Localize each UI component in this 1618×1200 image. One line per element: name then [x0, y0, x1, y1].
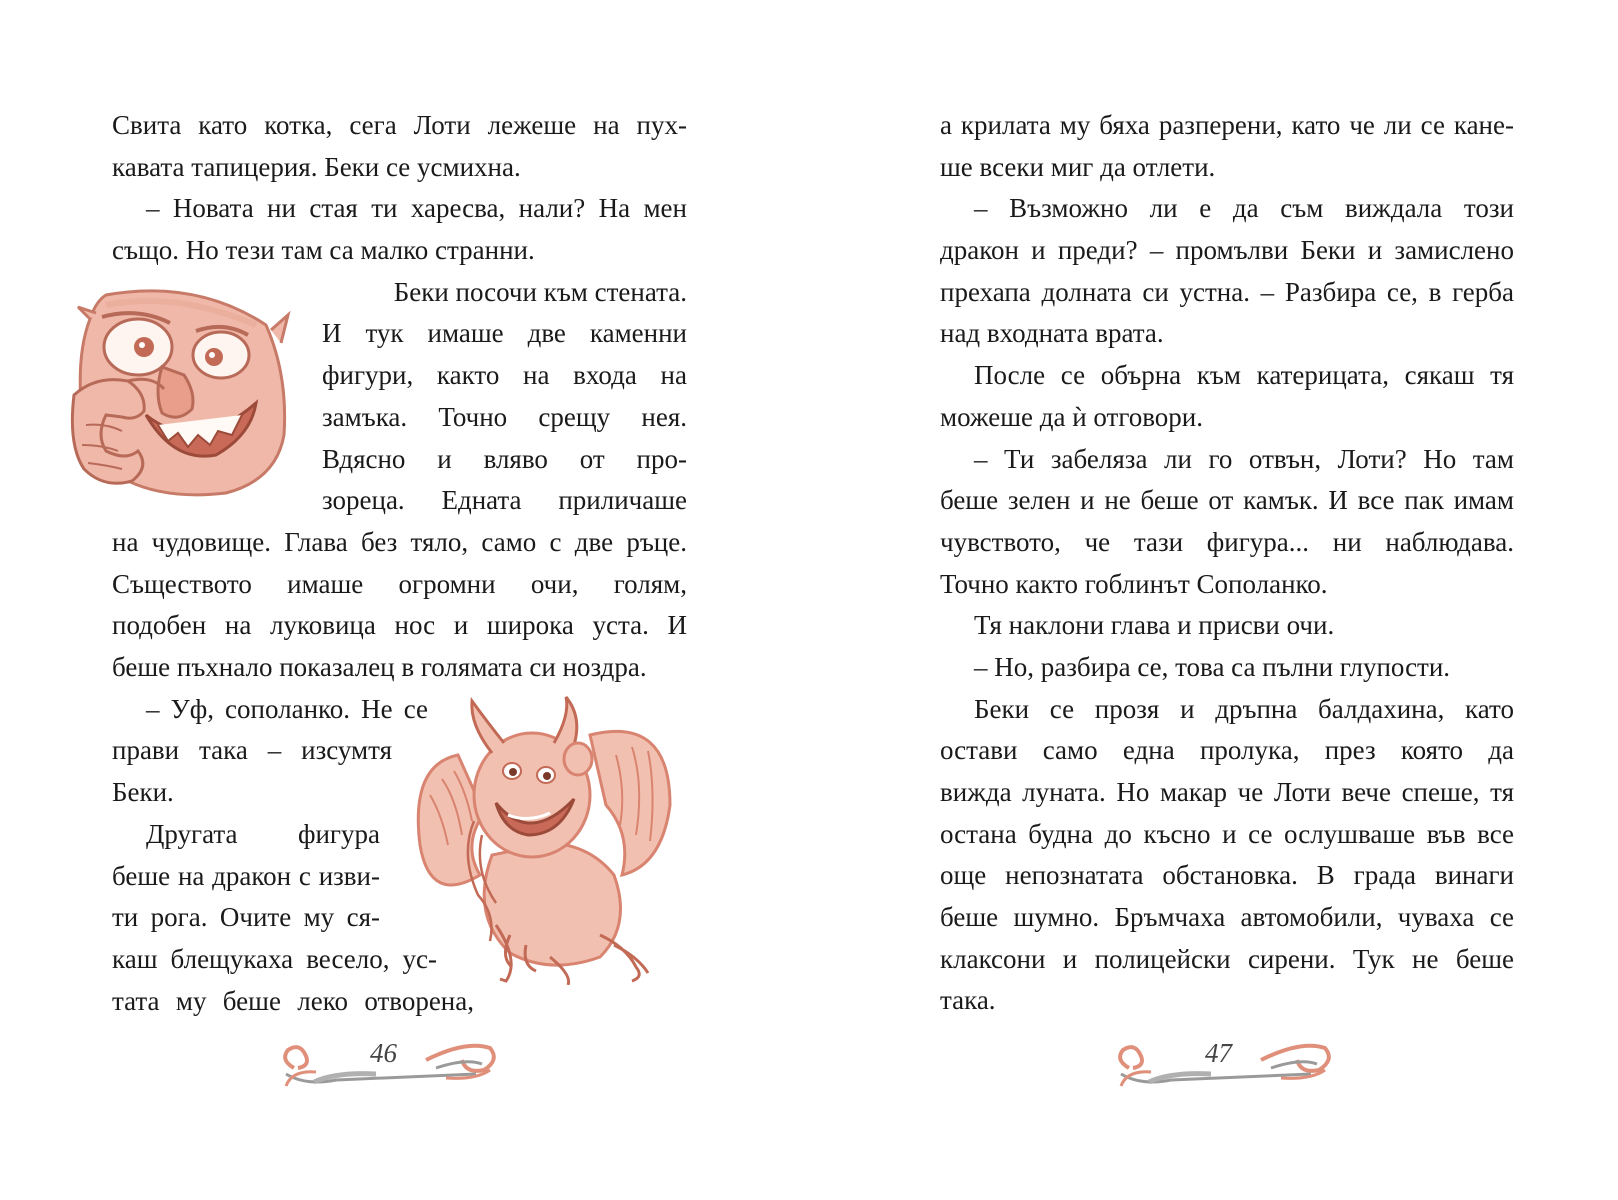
text-line: прави така – изсумтя [112, 735, 392, 766]
text-line: можеше да ѝ отговори. [940, 401, 1203, 432]
left-text-block-wrap1 [322, 272, 687, 522]
page-number: 46 [370, 1038, 397, 1068]
text-line: дракон и преди? – промълви Беки и замислено [940, 235, 1514, 266]
text-line: над входната врата. [940, 318, 1164, 349]
left-text-block-middle [112, 522, 687, 689]
left-text-block-wrap2 [112, 689, 428, 814]
text-line: Другата фигура [146, 818, 380, 849]
text-line: После се обърна към катерицата, сякаш тя [974, 360, 1514, 391]
text-line: И тук имаше две каменни [322, 318, 687, 349]
text-line: Беки посочи към стената. [393, 276, 687, 307]
text-line: – Уф, сополанко. Не се [146, 693, 428, 724]
text-line: – Новата ни стая ти харесва, нали? На мен [146, 193, 687, 224]
right-page [809, 0, 1618, 1200]
dragon-illustration [400, 695, 685, 985]
text-line: кавата тапицерия. Беки се усмихна. [112, 151, 521, 182]
text-line: беше зелен и не беше от камък. И все пак имам [940, 485, 1514, 516]
text-line: чувството, че тази фигура... ни наблюдава. [940, 526, 1514, 557]
text-line: а крилата му бяха разперени, като че ли се кане- [940, 110, 1514, 140]
text-line: Съществото имаше огромни очи, голям, [112, 568, 687, 599]
text-line: – Но, разбира се, това са пълни глупости. [974, 651, 1451, 682]
text-line: ше всеки миг да отлети. [940, 151, 1216, 182]
left-text-block-top [112, 105, 687, 272]
text-line: Точно както гоблинът Сополанко. [940, 568, 1328, 599]
text-line: Беки. [112, 777, 174, 808]
text-line: ти рога. Очите му ся- [112, 902, 380, 933]
page-number: 47 [1205, 1038, 1232, 1068]
text-line: зореца. Едната приличаше [322, 485, 687, 516]
text-line: също. Но тези там са малко странни. [112, 235, 535, 266]
text-line: така. [940, 985, 996, 1016]
text-line: остана будна до късно и се ослушваше във все [940, 818, 1514, 849]
text-line: подобен на луковица нос и широка уста. И [112, 610, 687, 641]
text-line: клаксони и полицейски сирени. Тук не беше [940, 943, 1514, 974]
text-line: прехапа долната си устна. – Разбира се, в герба [940, 276, 1514, 307]
text-line: Вдясно и вляво от про- [322, 443, 687, 474]
text-line: остави само една пролука, през която да [940, 735, 1514, 766]
text-line: беше пъхнало показалец в голямата си ноздра. [112, 652, 647, 683]
text-line: Тя наклони глава и присви очи. [974, 610, 1335, 641]
text-line: Свита като котка, сега Лоти лежеше на пух- [112, 110, 687, 140]
text-line: беше шумно. Бръмчаха автомобили, чуваха се [940, 902, 1514, 933]
text-line: на чудовище. Глава без тяло, само с две ръце. [112, 527, 687, 557]
text-line: още непознатата обстановка. В града винаги [940, 860, 1514, 891]
text-line: – Възможно ли е да съм виждала този [974, 193, 1514, 224]
left-text-block-wrap3 [112, 814, 474, 1022]
text-line: Беки се прозя и дръпна балдахина, като [974, 693, 1514, 724]
text-line: каш блещукаха весело, ус- [112, 943, 437, 974]
text-line: вижда луната. Но макар че Лоти вече спеше, тя [940, 777, 1514, 807]
text-line: тата му беше леко отворена, [112, 985, 474, 1016]
text-line: фигури, както на входа на [322, 360, 687, 391]
text-line: – Ти забеляза ли го отвън, Лоти? Но там [974, 443, 1514, 474]
goblin-face-illustration [66, 285, 296, 500]
text-line: беше на дракон с изви- [112, 860, 380, 891]
right-text-block [940, 105, 1514, 1022]
text-line: замъка. Точно срещу нея. [322, 401, 687, 432]
